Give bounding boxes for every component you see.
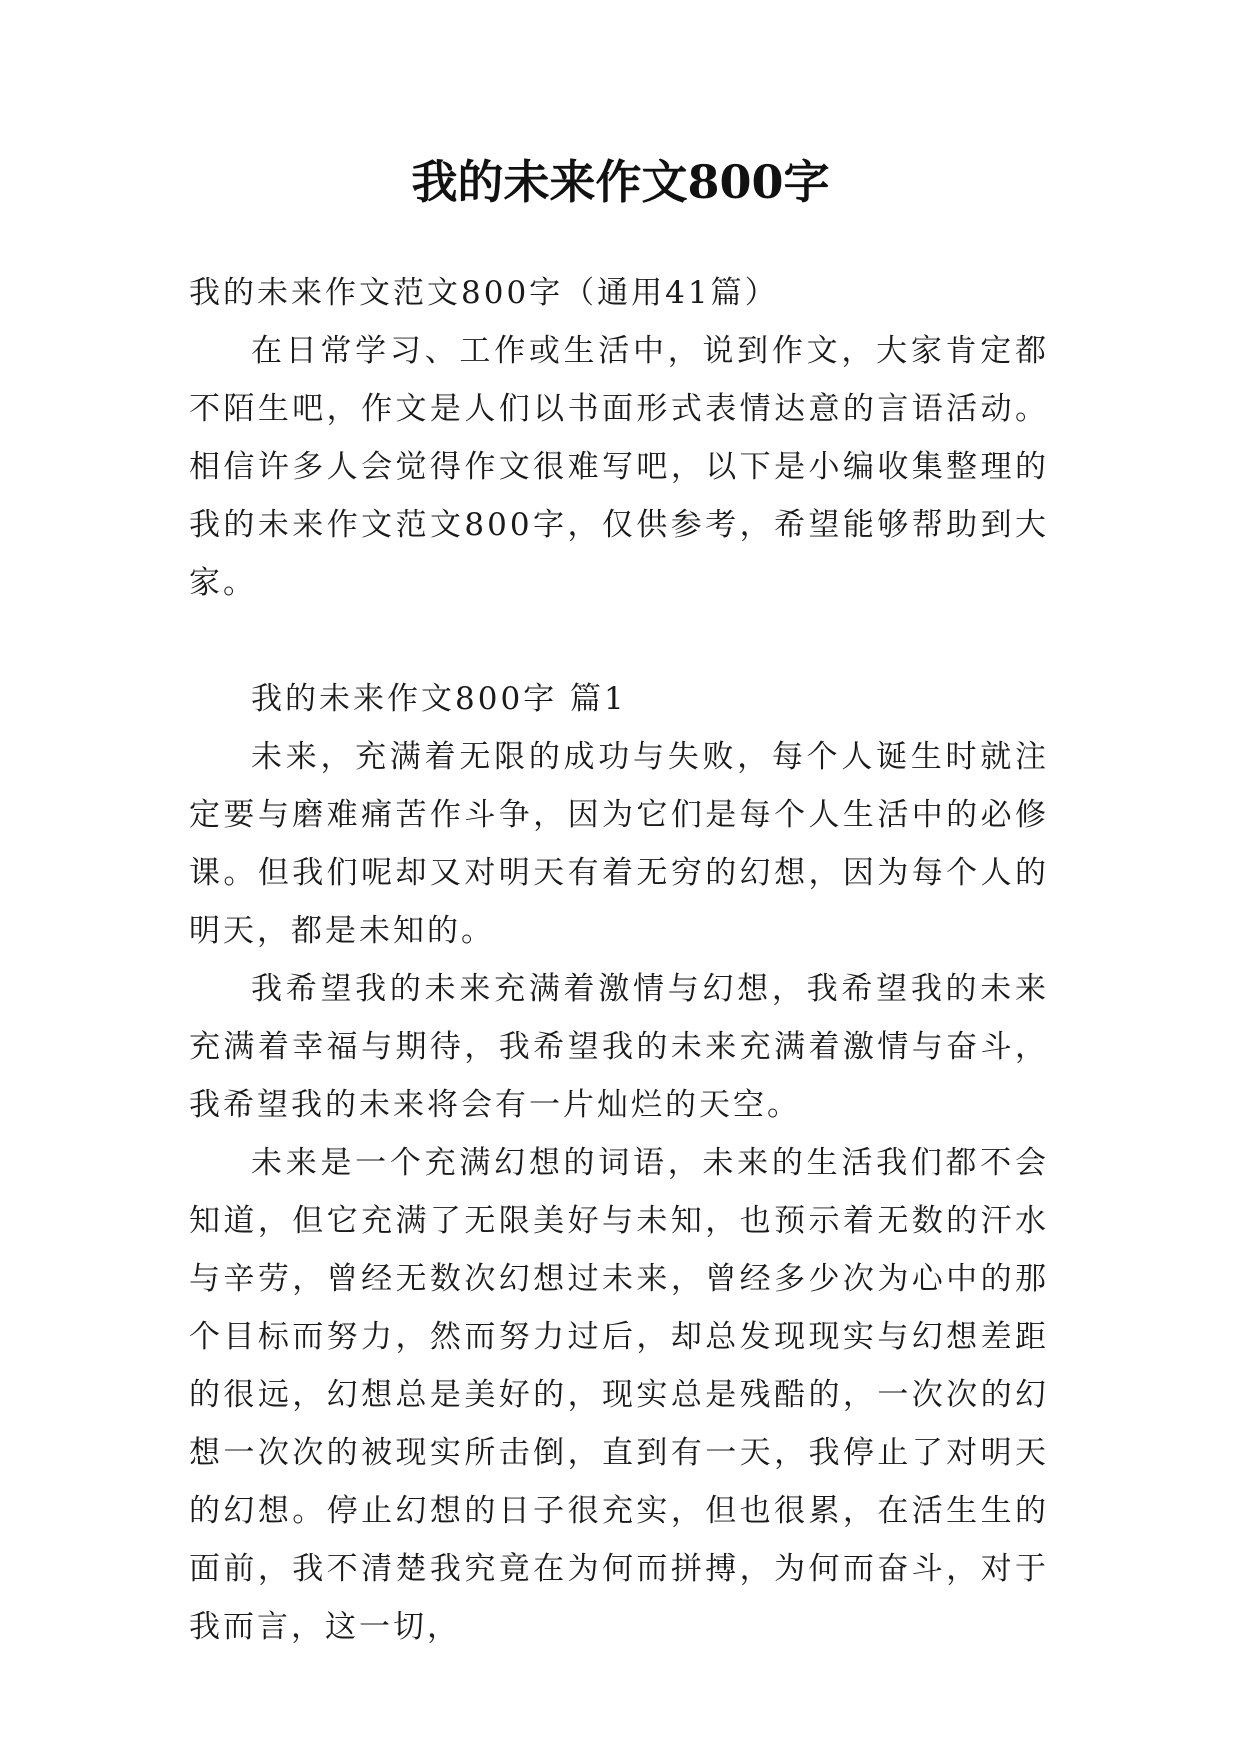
body-paragraph: 我希望我的未来充满着激情与幻想，我希望我的未来充满着幸福与期待，我希望我的未来充满着激情与奋斗，我希望我的未来将会有一片灿烂的天空。 [189, 971, 1049, 1123]
body-paragraph: 未来是一个充满幻想的词语，未来的生活我们都不会知道，但它充满了无限美好与未知，也预示着无数的汗水与辛劳，曾经无数次幻想过未来，曾经多少次为心中的那个目标而努力，然而努力过后，却总发现现实与幻想差距的很远，幻想总是美好的，现实总是残酷的，一次次的幻想一次次的被现实所击倒，直到有一天，我停止了对明天的幻想。停止幻想的日子很充实，但也很累，在活生生的面前，我不清楚我究竟在为何而拼搏，为何而奋斗，对于我而言，这一切， [189, 1145, 1049, 1645]
paragraph-spacer [189, 612, 1049, 670]
document-body [189, 264, 1049, 1656]
document-title: 我的未来作文800字 [411, 155, 830, 209]
intro-paragraph: 在日常学习、工作或生活中，说到作文，大家肯定都不陌生吧，作文是人们以书面形式表情达意的言语活动。相信许多人会觉得作文很难写吧，以下是小编收集整理的我的未来作文范文800字，仅供参考，希望能够帮助到大家。 [189, 333, 1049, 601]
document-subtitle: 我的未来作文范文800字（通用41篇） [189, 275, 779, 311]
body-paragraph: 未来，充满着无限的成功与失败，每个人诞生时就注定要与磨难痛苦作斗争，因为它们是每个人生活中的必修课。但我们呢却又对明天有着无穷的幻想，因为每个人的明天，都是未知的。 [189, 739, 1049, 949]
section-heading: 我的未来作文800字 篇1 [251, 681, 627, 717]
